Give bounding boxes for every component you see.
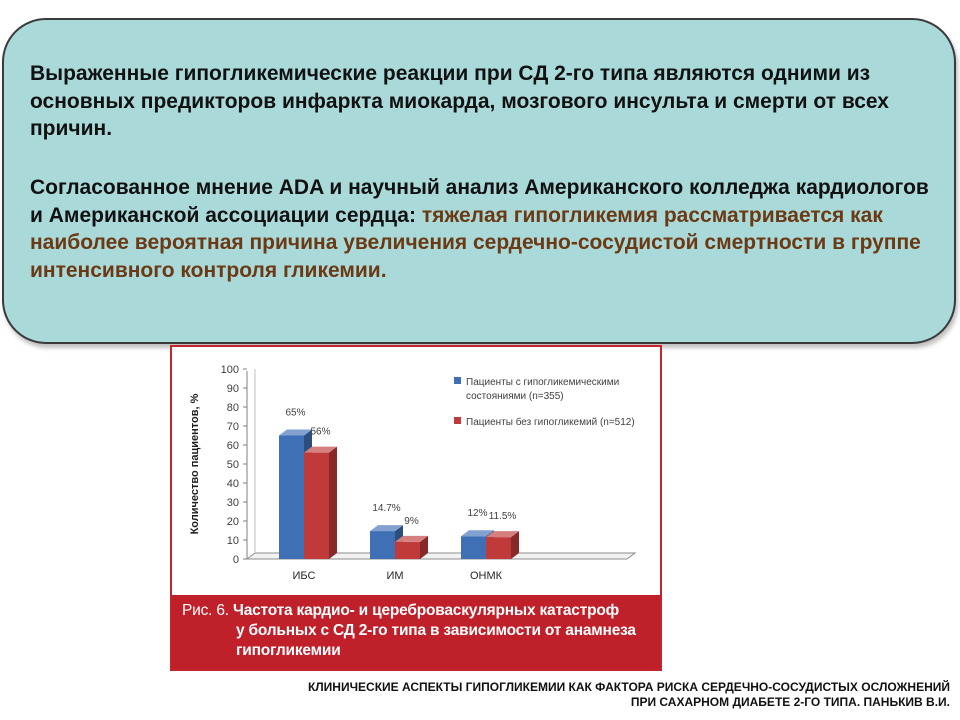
data-label: 11.5% — [488, 511, 517, 523]
caption-line-1 — [182, 601, 619, 621]
footer-line-2: ПРИ САХАРНОМ ДИАБЕТЕ 2-ГО ТИПА. ПАНЬКИВ В.И. — [630, 695, 950, 709]
y-tick-label: 80 — [226, 402, 239, 414]
figure-label: Рис. 6. — [182, 602, 229, 619]
bar-with-hypo — [370, 531, 395, 559]
y-tick-label: 60 — [226, 440, 239, 452]
y-tick-label: 90 — [226, 383, 239, 395]
footer-line-1: КЛИНИЧЕСКИЕ АСПЕКТЫ ГИПОГЛИКЕМИИ КАК ФАКТОРА РИСКА СЕРДЕЧНО-СОСУДИСТЫХ ОСЛОЖНЕНИЙ — [307, 680, 950, 694]
bar-chart — [172, 347, 660, 595]
data-label: 9% — [404, 515, 419, 527]
caption-text-1: Частота кардио- и цереброваскулярных катастроф — [233, 602, 619, 619]
data-label: 12% — [467, 508, 488, 520]
y-tick-label: 30 — [226, 497, 239, 509]
legend-label: Пациенты с гипогликемическими — [466, 377, 620, 388]
paragraph-2-highlight: тяжелая гипогликемия рассматривается как наиболее вероятная причина увеличения сердечно-сосудистой смертности в группе интенсивного контроля гликемии. — [30, 203, 921, 282]
x-tick-label: ИБС — [292, 570, 316, 582]
callout-paragraph-1: Выраженные гипогликемические реакции при СД 2-го типа являются одними из основных предикторов инфаркта миокарда, мозгового инсульта и смерти от всех причин. — [30, 62, 889, 140]
legend-label: состояниями (n=355) — [466, 391, 564, 402]
figure-caption — [172, 595, 660, 669]
legend-swatch — [454, 417, 461, 424]
y-tick-label: 50 — [226, 459, 239, 471]
callout-paragraph-2 — [30, 174, 930, 284]
summary-callout — [2, 18, 956, 344]
y-tick-label: 20 — [226, 516, 239, 528]
bar-with-hypo — [461, 536, 486, 559]
bar-side-face — [329, 447, 337, 559]
legend-label: Пациенты без гипогликемий (n=512) — [466, 417, 635, 428]
footer-citation — [190, 680, 950, 710]
y-tick-label: 0 — [232, 554, 239, 566]
paragraph-2-text: Согласованное мнение ADA и научный анализ Американского колледжа кардиологов и Американской ассоциации сердца: — [30, 176, 929, 227]
x-tick-label: ИМ — [386, 570, 404, 582]
y-tick-label: 10 — [226, 535, 239, 547]
bar-without-hypo — [304, 453, 329, 559]
bar-without-hypo — [395, 542, 420, 559]
y-axis-title: Количество пациентов, % — [189, 393, 201, 535]
data-label: 14.7% — [372, 503, 401, 515]
caption-line-3: гипогликемии — [236, 642, 341, 659]
y-tick-label: 70 — [226, 421, 239, 433]
data-label: 56% — [310, 426, 331, 438]
data-label: 65% — [285, 407, 306, 419]
x-tick-label: ОНМК — [469, 570, 503, 582]
bar-without-hypo — [486, 537, 511, 559]
y-tick-label: 40 — [226, 478, 239, 490]
y-tick-label: 100 — [220, 364, 239, 376]
legend-swatch — [454, 377, 461, 384]
caption-line-2: у больных с СД 2-го типа в зависимости от анамнеза — [236, 622, 636, 639]
figure-panel — [170, 345, 662, 671]
bar-with-hypo — [279, 436, 304, 560]
